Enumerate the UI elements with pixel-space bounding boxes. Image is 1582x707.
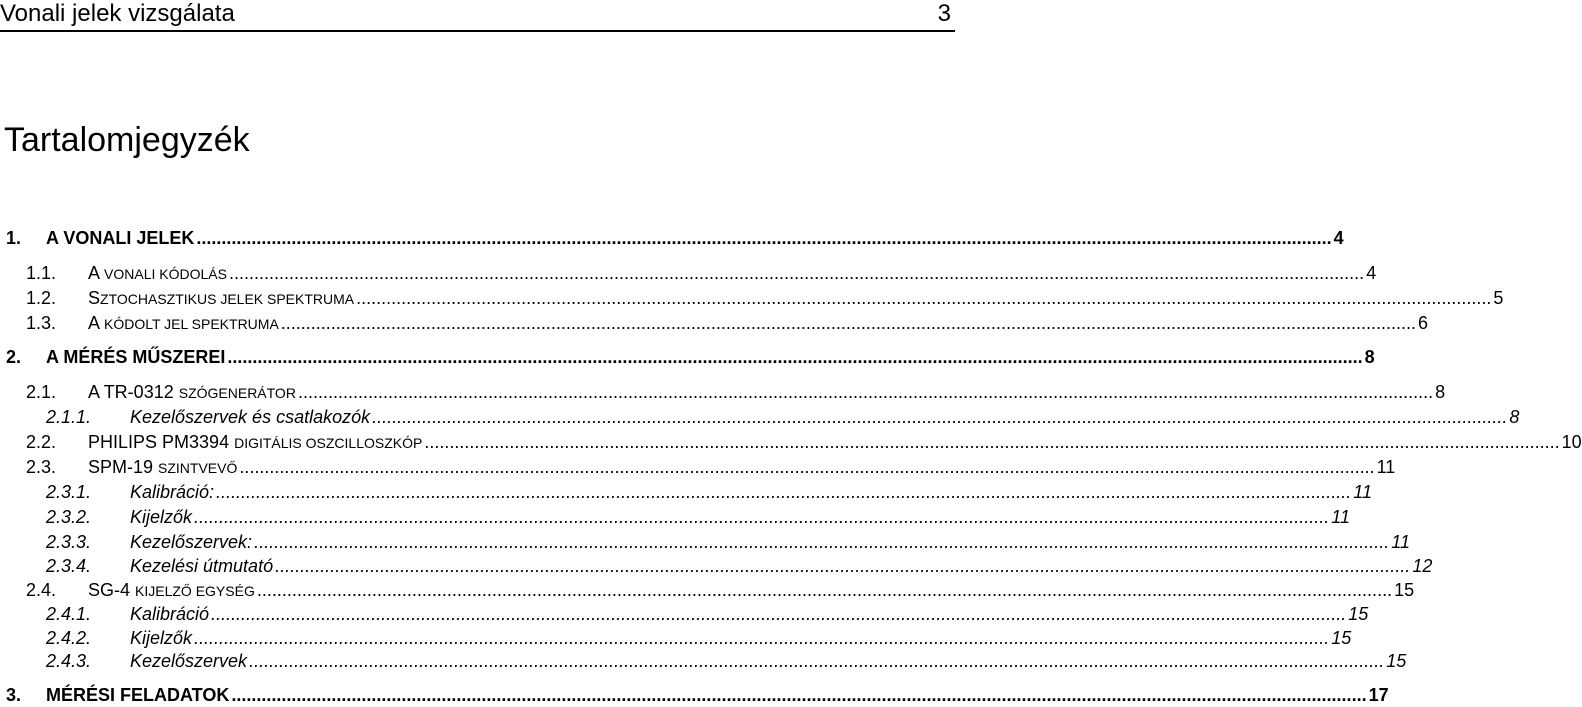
toc-entry[interactable] <box>6 346 1375 368</box>
toc-leader-dots: ................................................................................................................................................................................................................................... <box>275 556 1411 576</box>
toc-entry[interactable] <box>6 227 1344 249</box>
toc-entry-number: 2.3.1. <box>46 482 92 502</box>
toc-entry-number: 3. <box>6 685 22 705</box>
toc-entry[interactable] <box>46 650 1407 672</box>
toc-leader-dots: ................................................................................................................................................................................................................................... <box>249 651 1385 671</box>
toc-entry-label <box>88 456 237 479</box>
toc-entry-number: 2.4.1. <box>46 604 92 624</box>
toc-entry-page: 12 <box>1412 556 1433 576</box>
toc-entry-page: 4 <box>1333 228 1344 248</box>
toc-entry-page: 8 <box>1509 407 1520 427</box>
toc-entry-page: 10 <box>1561 432 1582 452</box>
toc-entry[interactable] <box>6 684 1389 706</box>
toc-leader-dots: ................................................................................................................................................................................................................................... <box>280 313 1417 333</box>
toc-leader-dots: ................................................................................................................................................................................................................................... <box>196 228 1332 248</box>
toc-entry-page: 17 <box>1368 685 1389 705</box>
toc-entry-number: 1.3. <box>26 313 57 333</box>
toc-entry-label: Kezelési útmutató <box>130 556 274 576</box>
toc-entry-label: Kezelőszervek és csatlakozók <box>130 407 371 427</box>
toc-entry-page: 15 <box>1394 580 1415 600</box>
toc-entry[interactable] <box>46 506 1350 528</box>
toc-label-smallcaps: DIGITÁLIS OSZCILLOSZKÓP <box>234 435 423 451</box>
toc-entry-number: 2.3.3. <box>46 532 92 552</box>
toc-entry-number: 2.2. <box>26 432 57 452</box>
toc-entry-number: 1.1. <box>26 263 57 283</box>
toc-entry[interactable] <box>46 406 1520 428</box>
toc-entry[interactable] <box>46 555 1433 577</box>
toc-entry-label <box>88 431 422 454</box>
toc-entry-label: A MÉRÉS MŰSZEREI <box>46 347 226 367</box>
toc-entry[interactable] <box>46 627 1352 649</box>
toc-entry-page: 8 <box>1435 382 1446 402</box>
toc-label-main: SPM-19 <box>88 457 159 477</box>
toc-entry-label <box>88 381 296 404</box>
toc-entry-page: 11 <box>1391 532 1410 552</box>
toc-label-smallcaps: ZTOCHASZTIKUS JELEK SPEKTRUMA <box>100 291 355 307</box>
toc-entry[interactable] <box>26 287 1504 309</box>
toc-entry-label: MÉRÉSI FELADATOK <box>46 685 230 705</box>
toc-label-smallcaps: KIJELZŐ EGYSÉG <box>135 583 255 599</box>
toc-leader-dots: ................................................................................................................................................................................................................................... <box>216 482 1352 502</box>
toc-leader-dots: ................................................................................................................................................................................................................................... <box>194 628 1330 648</box>
toc-entry-number: 2.3. <box>26 457 57 477</box>
toc-label-main: PHILIPS PM3394 <box>88 432 235 452</box>
toc-entry[interactable] <box>26 456 1396 478</box>
toc-entry[interactable] <box>26 431 1582 453</box>
toc-entry-page: 15 <box>1348 604 1369 624</box>
toc-entry-number: 2.4.3. <box>46 651 92 671</box>
toc-label-main: S <box>88 288 101 308</box>
header-page-number: 3 <box>937 0 951 27</box>
toc-entry-number: 1.2. <box>26 288 57 308</box>
toc-entry[interactable] <box>26 579 1415 601</box>
toc-entry-label: Kijelzők <box>130 507 193 527</box>
toc-entry-number: 2.4. <box>26 580 57 600</box>
toc-entry[interactable] <box>46 603 1369 625</box>
toc-entry-page: 6 <box>1418 313 1429 333</box>
toc-label-main: SG-4 <box>88 580 136 600</box>
toc-leader-dots: ................................................................................................................................................................................................................................... <box>228 263 1365 283</box>
toc-entry-number: 2.1.1. <box>46 407 92 427</box>
toc-label-main: A <box>88 263 105 283</box>
toc-leader-dots: ................................................................................................................................................................................................................................... <box>194 507 1330 527</box>
toc-entry-label: Kezelőszervek <box>130 651 248 671</box>
toc-entry-number: 2.3.2. <box>46 507 92 527</box>
toc-entry-number: 2. <box>6 347 22 367</box>
toc-leader-dots: ................................................................................................................................................................................................................................... <box>227 347 1363 367</box>
toc-label-main: A TR-0312 <box>88 382 179 402</box>
toc-leader-dots: ................................................................................................................................................................................................................................... <box>239 457 1375 477</box>
toc-entry-label: A VONALI JELEK <box>46 228 195 248</box>
toc-entry[interactable] <box>46 531 1410 553</box>
toc-leader-dots: ................................................................................................................................................................................................................................... <box>231 685 1367 705</box>
header-title: Vonali jelek vizsgálata <box>0 0 235 27</box>
toc-entry-page: 15 <box>1386 651 1407 671</box>
toc-leader-dots: ................................................................................................................................................................................................................................... <box>372 407 1508 427</box>
toc-entry-page: 4 <box>1366 263 1377 283</box>
toc-leader-dots: ................................................................................................................................................................................................................................... <box>297 382 1434 402</box>
toc-label-main: A <box>88 313 105 333</box>
toc-entry-label <box>88 579 255 602</box>
toc-entry-label: Kalibráció: <box>130 482 215 502</box>
toc-entry-label: Kezelőszervek: <box>130 532 253 552</box>
toc-entry-page: 11 <box>1376 457 1396 477</box>
toc-entry-page: 11 <box>1353 482 1372 502</box>
toc-entry-label: Kijelzők <box>130 628 193 648</box>
toc-leader-dots: ................................................................................................................................................................................................................................... <box>256 580 1393 600</box>
toc-entry-page: 15 <box>1331 628 1352 648</box>
toc-entry[interactable] <box>26 381 1446 403</box>
toc-entry-label <box>88 287 354 310</box>
toc-label-smallcaps: SZÓGENERÁTOR <box>178 385 296 401</box>
toc-entry-page: 11 <box>1331 507 1350 527</box>
toc-leader-dots: ................................................................................................................................................................................................................................... <box>211 604 1347 624</box>
toc-entry-number: 2.4.2. <box>46 628 92 648</box>
toc-entry-number: 2.3.4. <box>46 556 92 576</box>
toc-label-smallcaps: KÓDOLT JEL SPEKTRUMA <box>104 316 279 332</box>
toc-label-smallcaps: VONALI KÓDOLÁS <box>104 266 227 282</box>
toc-entry[interactable] <box>26 262 1377 284</box>
document-title: Tartalomjegyzék <box>4 121 250 159</box>
toc-leader-dots: ................................................................................................................................................................................................................................... <box>254 532 1390 552</box>
toc-entry-label <box>88 312 279 335</box>
toc-label-smallcaps: SZINTVEVŐ <box>158 460 238 476</box>
toc-entry-number: 1. <box>6 228 22 248</box>
toc-entry-label <box>88 262 227 285</box>
toc-leader-dots: ................................................................................................................................................................................................................................... <box>356 288 1492 308</box>
toc-entry-page: 5 <box>1493 288 1504 308</box>
toc-entry-page: 8 <box>1364 347 1375 367</box>
toc-leader-dots: ................................................................................................................................................................................................................................... <box>424 432 1560 452</box>
toc-entry[interactable] <box>46 481 1372 503</box>
toc-entry-label: Kalibráció <box>130 604 210 624</box>
toc-entry-number: 2.1. <box>26 382 57 402</box>
toc-entry[interactable] <box>26 312 1429 334</box>
